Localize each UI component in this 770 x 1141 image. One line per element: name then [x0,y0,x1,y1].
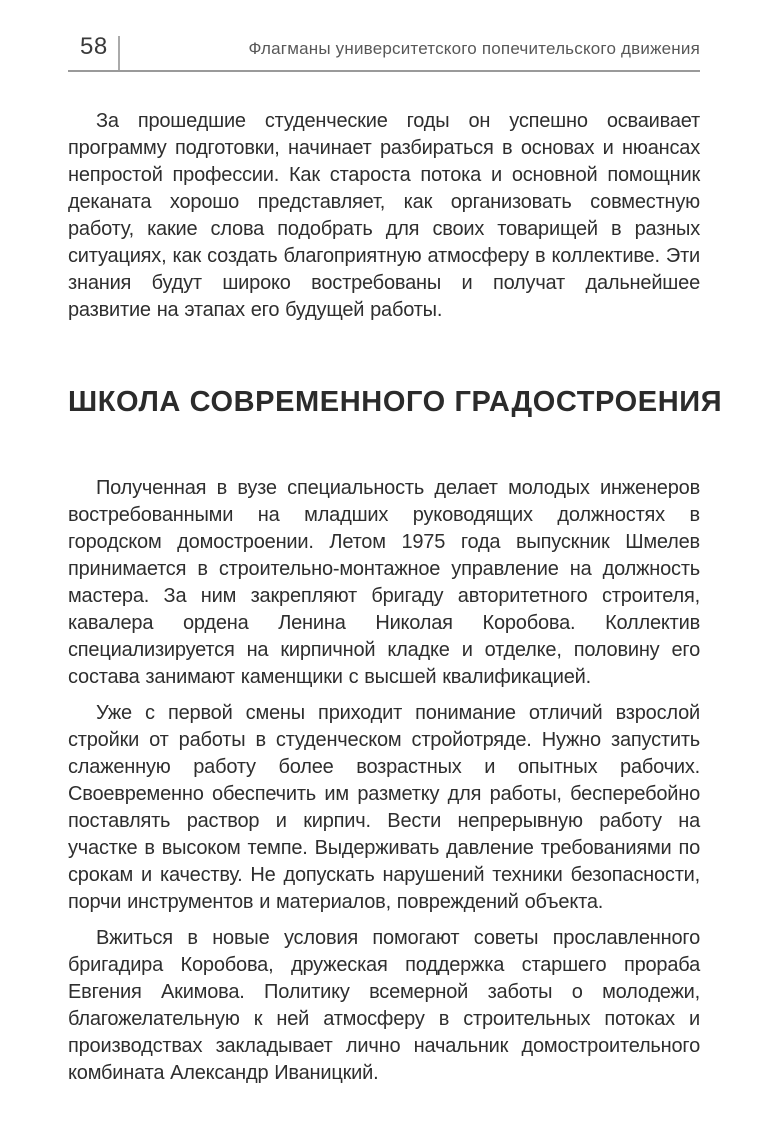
paragraph: Полученная в вузе специальность делает молодых инженеров востребованными на младших руководящих должностях в городском домостроении. Летом 1975 года выпускник Шмелев принимается в строительно-монтажное управление на должность мастера. За ним закрепляют бригаду авторитетного строителя, кавалера ордена Ленина Николая Коробова. Коллектив специализируется на кирпичной кладке и отделке, половину его состава занимают каменщики с высшей квалификацией. [68,477,700,688]
running-header [68,0,700,72]
section-heading: ШКОЛА СОВРЕМЕННОГО ГРАДОСТРОЕНИЯ [68,386,723,418]
paragraph: Уже с первой смены приходит понимание отличий взрослой стройки от работы в студенческом стройотряде. Нужно запустить слаженную работу более возрастных и опытных рабочих. Своевременно обеспечить им разметку для работы, бесперебойно поставлять раствор и кирпич. Вести непрерывную работу на участке в высоком темпе. Выдерживать давление требованиями по срокам и качеству. Не допускать нарушений техники безопасности, порчи инструментов и материалов, повреждений объекта. [68,702,700,913]
paragraph: Вжиться в новые условия помогают советы прославленного бригадира Коробова, дружеская поддержка старшего прораба Евгения Акимова. Политику всемерной заботы о молодежи, благожелательную к ней атмосферу в строительных потоках и производствах закладывает лично начальник домостроительного комбината Александр Иваницкий. [68,927,700,1084]
page-number: 58 [80,33,108,60]
paragraph: За прошедшие студенческие годы он успешно осваивает программу подготовки, начинает разбираться в основах и нюансах непростой профессии. Как староста потока и основной помощник деканата хорошо представляет, как организовать совместную работу, какие слова подобрать для своих товарищей в разных ситуациях, как создать благоприятную атмосферу в коллективе. Эти знания будут широко востребованы и получат дальнейшее развитие на этапах его будущей работы. [68,110,700,321]
page-body [68,108,723,1087]
header-divider [118,36,120,70]
running-header-title: Флагманы университетского попечительского движения [248,39,700,58]
